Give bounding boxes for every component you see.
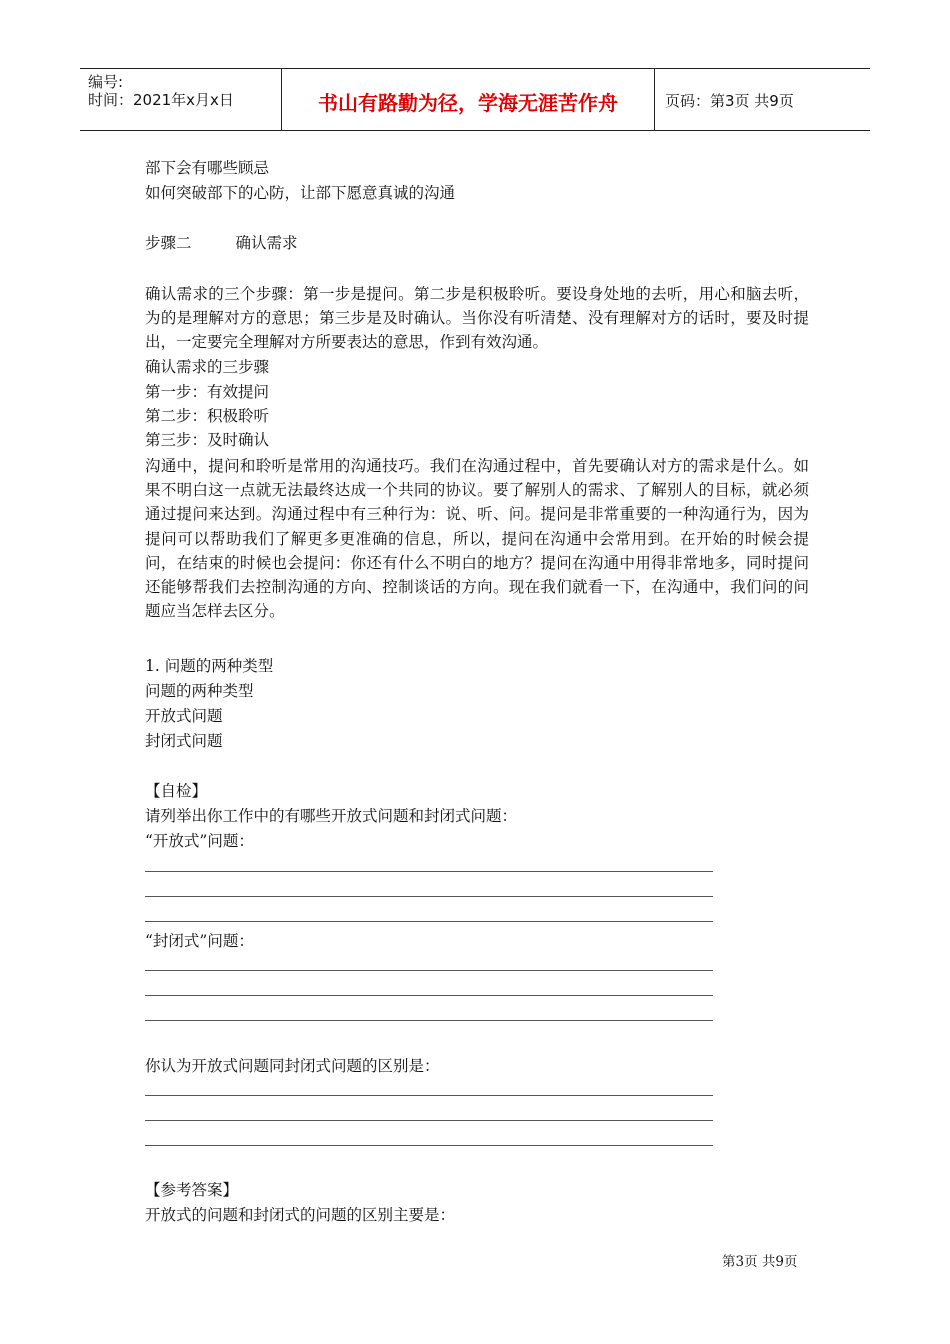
- footer-page-number: 第3页 共9页: [722, 1254, 798, 1270]
- header-page-number: 页码：第3页 共9页: [665, 92, 794, 110]
- self-check-heading: 【自检】: [145, 782, 208, 800]
- header-motto-cell: [282, 69, 655, 130]
- page-header: [80, 68, 870, 131]
- text-line: 第一步：有效提问: [145, 383, 270, 401]
- text-line: 请列举出你工作中的有哪些开放式问题和封闭式问题：: [145, 807, 518, 825]
- answer-line: [145, 896, 713, 897]
- answer-line: [145, 1145, 713, 1146]
- paragraph: 沟通中，提问和聆听是常用的沟通技巧。我们在沟通过程中，首先要确认对方的需求是什么。如果不明白这一点就无法最终达成一个共同的协议。要了解别人的需求、了解别人的目标，就必须通过提问来达到。沟通过程中有三种行为：说、听、问。提问是非常重要的一种沟通行为，因为提问可以帮助我们了解更多更准确的信息，所以，提问在沟通中会常用到。在开始的时候会提问，在结束的时候也会提问：你还有什么不明白的地方？提问在沟通中用得非常地多，同时提问还能够帮我们去控制沟通的方向、控制谈话的方向。现在我们就看一下，在沟通中，我们问的问题应当怎样去区分。: [145, 457, 809, 621]
- text-line: 1. 问题的两种类型: [145, 657, 274, 675]
- open-question-label: “开放式”问题：: [145, 832, 254, 850]
- answer-line: [145, 921, 713, 922]
- text-line: 如何突破部下的心防，让部下愿意真诚的沟通: [145, 184, 456, 202]
- answer-line: [145, 871, 713, 872]
- header-page-cell: [655, 69, 870, 130]
- section-step-name: 确认需求: [235, 234, 298, 252]
- header-info-cell: [80, 69, 282, 130]
- section-title: [145, 233, 298, 253]
- section-step-label: 步骤二: [145, 234, 192, 252]
- answer-line: [145, 1120, 713, 1121]
- date-label: 时间：2021年x月x日: [88, 91, 234, 109]
- serial-label: 编号:: [88, 73, 124, 91]
- answer-line: [145, 1020, 713, 1021]
- text-line: 封闭式问题: [145, 732, 223, 750]
- answer-line: [145, 970, 713, 971]
- text-line: 第二步：积极聆听: [145, 407, 270, 425]
- reference-answer-heading: 【参考答案】: [145, 1181, 239, 1199]
- difference-prompt: 你认为开放式问题同封闭式问题的区别是：: [145, 1057, 440, 1075]
- header-motto: 书山有路勤为径，学海无涯苦作舟: [318, 91, 618, 115]
- text-line: 部下会有哪些顾忌: [145, 159, 270, 177]
- answer-line: [145, 1095, 713, 1096]
- text-line: 开放式问题: [145, 707, 223, 725]
- text-line: 开放式的问题和封闭式的问题的区别主要是：: [145, 1206, 456, 1224]
- answer-line: [145, 995, 713, 996]
- text-line: 确认需求的三步骤: [145, 358, 270, 376]
- paragraph: 确认需求的三个步骤：第一步是提问。第二步是积极聆听。要设身处地的去听，用心和脑去听，为的是理解对方的意思；第三步是及时确认。当你没有听清楚、没有理解对方的话时，要及时提出，一定要完全理解对方所要表达的意思，作到有效沟通。: [145, 285, 809, 352]
- closed-question-label: “封闭式”问题：: [145, 932, 254, 950]
- text-line: 问题的两种类型: [145, 682, 254, 700]
- text-line: 第三步：及时确认: [145, 431, 270, 449]
